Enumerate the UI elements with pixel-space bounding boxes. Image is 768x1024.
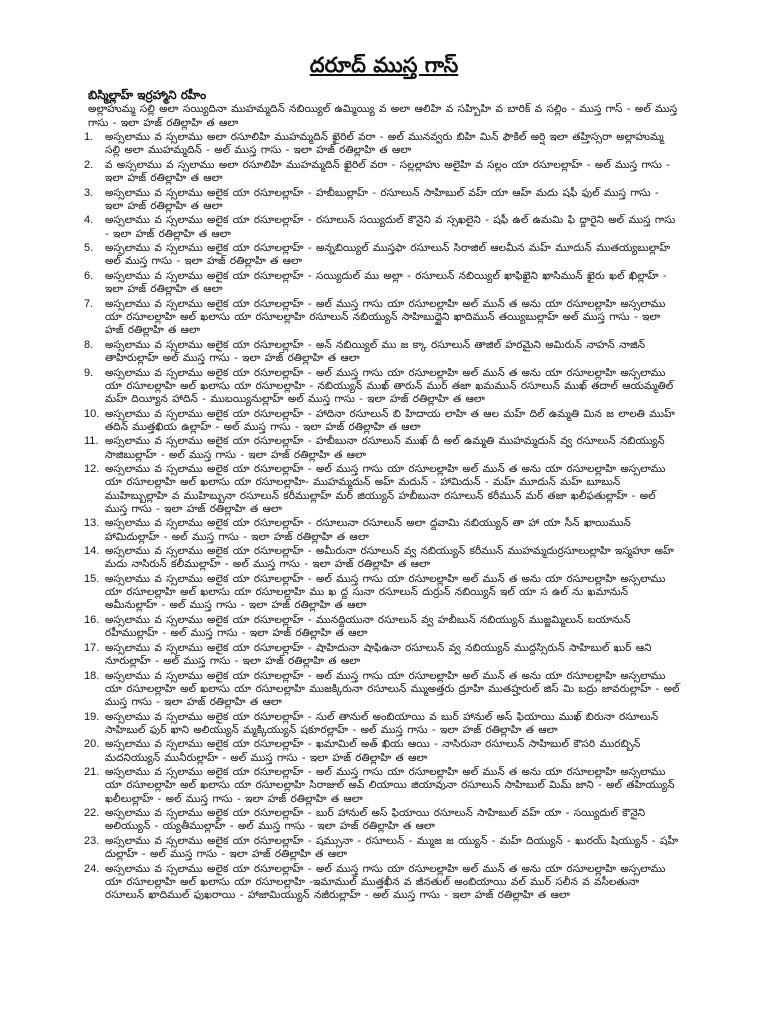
list-item-text: అస్సలాము వ స్సలాము అలైక యా రసూలల్లాహ్ - షమ్సునా - రసూలున్ - మ్ముజ జ య్యున్ - మహ్ దియ్యున్ - ఖురయ్ షియ్యున్ - షహీ దుల్లాహ్ - అల్ ముస్త గాసు - ఇలా హజ్ రతిల్లాహి త ఆలా [105, 834, 679, 861]
list-item [84, 641, 680, 668]
list-item-number: 1. [84, 131, 94, 143]
intro-paragraph: అల్లాహుమ్మ సల్లి అలా సయ్యిదినా ముహమ్మదిన్ నబియ్యిల్ ఉమ్మియ్యి వ అలా ఆలిహి వ సహ్బిహి వ బారిక్ వ సల్లిం - ముస్త గాస్ - అల్ ముస్త గాసు - ఇలా హజ్ రతిల్లాహి త ఆలా [88, 103, 678, 129]
list-item-number: 6. [84, 269, 94, 282]
list-item [84, 407, 680, 434]
list-item [84, 435, 680, 461]
list-item-text: అస్సలాము వ స్సలాము అలైక యా రసూలల్లాహ్ - హాదినా రసూలున్ బి హిదాయ లాహి త ఆల మహ్ దిల్ ఉమ్మతి మిన జ లాలతి ముహ్ తదిన్ ముత్తఖియ ఉల్లాహ్ - అల్ ముస్త గాసు - ఇలా హజ్ రతిల్లాహి త ఆలా [105, 407, 675, 433]
list-item-number: 18. [84, 669, 100, 682]
list-item-number: 21. [84, 766, 100, 779]
list-item-number: 12. [84, 463, 100, 476]
list-item [84, 214, 680, 240]
list-item [84, 242, 680, 268]
durood-list [84, 131, 680, 902]
list-item [84, 517, 680, 543]
list-item [84, 269, 680, 296]
bismillah-line: బిస్మిల్లాహ్ ఇర్రహ్మాని రహీం [88, 88, 207, 102]
list-item-number: 3. [84, 186, 94, 199]
list-item-text: అస్సలాము వ స్సలాము అలైక యా రసూలల్లాహ్ - రసూలునా రసూలున్ అలా ద్దవామి నబియ్యున్ తా హా యా సీన్ ఖాయిమున్ హామిదుల్లాహ్ - అల్ ముస్త గాసు - ఇలా హజ్ రతిల్లాహి త ఆలా [105, 517, 631, 543]
list-item-text: అస్సలాము వ స్సలాము అలైక యా రసూలల్లాహ్ - అల్ ముస్త గాసు యా రసూలల్లాహి అల్ మున్ త అను యా రసూలల్లాహి అస్సలాము యా రసూలల్లాహి అల్ ఖలాసు యా రసూలల్లాహి -ఇమాముల్ ముత్తఖీన వ జీనతుల్ అంబియాయి వల్ ముర్ సలీన వ వసీలతునా రసూలున్ ఖాదిముల్ ఫుఖరాయి - హాజామియ్యున్ నజీరుల్లాహ్ - అల్ ముస్త గాసు - ఇలా హజ్ రతిల్లాహి త ఆలా [105, 862, 666, 902]
list-item-number: 20. [84, 738, 100, 751]
list-item-text: అస్సలాము వ స్సలాము అలైక యా రసూలల్లాహ్ - అమీరునా రసూలున్ వ్వ నబియ్యున్ కరీమున్ ముహమ్మదుర్రసూలుల్లాహి ఇస్మహూ అహ్ మదు నాసిరున్ కలీముల్లాహ్ - అల్ ముస్త గాసు - ఇలా హజ్ రతిల్లాహి త ఆలా [105, 545, 674, 571]
list-item-text: అస్సలాము వ స్సలాము అలైక యా రసూలల్లాహ్ - సుల్ తానుల్ అంబియాయి వ బుర్ హానుల్ అస్ ఫియాయి ముఖ్ బిరునా రసూలున్ సాహిబుల్ ఫుర్ ఖాని అలియ్యున్ మ్మక్కియ్యున్ షకూరల్లాహ్ - అల్ ముస్త గాసు - ఇలా హజ్ రతిల్లాహి త ఆలా [105, 710, 659, 736]
list-item-number: 15. [84, 572, 100, 585]
list-item-text: అస్సలాము వ స్సలాము అలైక యా రసూలల్లాహ్ - అల్ ముస్త గాసు యా రసూలల్లాహి అల్ మున్ త అను యా రసూలల్లాహి అస్సలాము యా రసూలల్లాహి అల్ ఖలాసు యా రసూలల్లాహి ముజక్కిరునా రసూలున్ మ్ముఅత్తరు ద్రూహి ముతహ్హరుల్ జిస్ మి బద్రు జావరుల్లాహ్ - అల్ ముస్త గాసు - ఇలా హజ్ రతిల్లాహి త ఆలా [105, 669, 680, 708]
list-item [84, 338, 680, 365]
list-item-text: అస్సలాము వ స్సలాము అలైక యా రసూలల్లాహ్ - అల్ ముస్త గాసు యా రసూలల్లాహి అల్ మున్ త అను యా రసూలల్లాహి అస్సలాము యా రసూలల్లాహి అల్ ఖలాసు యా రసూలల్లాహి సిరాజుల్ అవ్ లియాయి జియావునా రసూలున్ సాహిబుల్ మిమ్ జాని - అల్ తహియ్యున్ ఖలీలుల్లాహ్ - అల్ ముస్త గాసు - ఇలా హజ్ రతిల్లాహి త ఆలా [105, 766, 675, 805]
document-title: దరూద్ ముస్త గాస్ [309, 53, 459, 77]
list-item [84, 186, 680, 213]
list-item-text: అస్సలాము వ స్సలాము అలైక యా రసూలల్లాహ్ - హబీబునా రసూలున్ ముఖ్ దీ అల్ ఉమ్మతి ముహమ్మదున్ వ్వ రసూలున్ నబియ్యున్ సాజిబుల్లాహ్ - అల్ ముస్త గాసు - ఇలా హజ్ రతిల్లాహి త ఆలా [105, 435, 665, 461]
list-item [84, 131, 680, 157]
list-item [84, 669, 680, 710]
list-item-text: అస్సలాము వ స్సలాము అలైక యా రసూలల్లాహ్ - అల్ ముస్త గాసు యా రసూలల్లాహి అల్ మున్ త అను యా రసూలల్లాహి అస్సలాము యా రసూలల్లాహి అల్ ఖలాసు యా రసూలల్లాహి ము ఖ ద్ద సునా రసూలున్ దుర్రున్ నబియ్యిన్ ఇల్ యా స ఉల్ ను ఖమానున్ అమీనుల్లాహ్ - అల్ ముస్త గాసు - ఇలా హజ్ రతిల్లాహి త ఆలా [105, 572, 666, 612]
list-item-number: 14. [84, 545, 100, 558]
list-item [84, 366, 680, 407]
list-item-number: 5. [84, 242, 94, 255]
list-item [84, 834, 680, 861]
list-item-text: అస్సలాము వ స్సలాము అలా రసూలిహి ముహమ్మదిన్ ఖైరిల్ వరా - అల్ మునవ్వరు బిహి మిన్ ఫౌకిల్ అర్షి ఇలా తహ్తిస్సరా అల్లాహుమ్మ సల్లి అలా ముహమ్మదిన్ - అల్ ముస్త గాసు - ఇలా హజ్ రతిల్లాహి త ఆలా [105, 131, 664, 157]
list-item-number: 8. [84, 338, 94, 351]
list-item-number: 19. [84, 710, 100, 723]
list-item [84, 297, 680, 338]
list-item-number: 2. [84, 158, 94, 171]
list-item [84, 710, 680, 737]
list-item [84, 613, 680, 640]
list-item-number: 7. [84, 297, 94, 310]
list-item [84, 463, 680, 516]
list-item [84, 807, 680, 833]
list-item-text: అస్సలాము వ స్సలాము అలైక యా రసూలల్లాహ్ - ఖమామిల్ అత్ ఖియ ఆయి - నాసిరునా రసూలున్ సాహిబుల్ కౌసరి మురబ్బిన్ మదనియ్యున్ మునీరుల్లాహ్ - అల్ ముస్త గాసు - ఇలా హజ్ రతిల్లాహి త ఆలా [105, 738, 641, 764]
list-item-number: 4. [84, 214, 94, 227]
list-item-text: అస్సలాము వ స్సలాము అలైక యా రసూలల్లాహ్ - అల్ ముస్త గాసు యా రసూలల్లాహి అల్ మున్ త అను యా రసూలల్లాహి అస్సలాము యా రసూలల్లాహి అల్ ఖలాసు యా రసూలల్లాహి రసూలున్ నబియ్యున్ సాహిబుద్దైని ఖాదిమున్ తయ్యిబుల్లాహ్ అల్ ముస్త గాసు - ఇలా హజ్ రతిల్లాహి త ఆలా [105, 297, 666, 337]
list-item-number: 10. [84, 407, 100, 420]
list-item-text: అస్సలాము వ స్సలాము అలైక యా రసూలల్లాహ్ - హబీబుల్లాహ్ - రసూలున్ సాహిబుల్ వహ్ యా ఆహ్ మదు షఫీ ఫుల్ ముస్త గాసు - ఇలా హజ్ రతిల్లాహి త ఆలా [105, 186, 659, 212]
list-item-number: 17. [84, 641, 100, 654]
list-item-text: అస్సలాము వ స్సలాము అలైక యా రసూలల్లాహ్ - షాహిదునా షాఫిఉనా రసూలున్ వ్వ నబియ్యున్ ముద్దస్సిరున్ సాహిబుల్ ఖుర్ ఆని నూరుల్లాహ్ - అల్ ముస్త గాసు - ఇలా హజ్ రతిల్లాహి త ఆలా [105, 641, 652, 667]
list-item-number: 13. [84, 517, 100, 530]
list-item-number: 16. [84, 613, 100, 626]
list-item [84, 766, 680, 806]
list-item-text: అస్సలాము వ స్సలాము అలైక యా రసూలల్లాహ్ - అల్ ముస్త గాసు యా రసూలల్లాహి అల్ మున్ త అను యా రసూలల్లాహి అస్సలాము యా రసూలల్లాహి అల్ ఖలాసు యా రసూలల్లాహి- ముహమ్మదున్ అహ్ మదున్ - హామిదున్ - మహ్ మూదున్ మహ్ బూబున్ ముహిబ్బుల్లాహి వ ముహిబ్బునా రసూలున్ కరీముల్లాహ్ మర్ జియ్యున్ హబీబునా రసూలున్ కరీమున్ మర్ తజా ఖలీఫతుల్లాహ్ - అల్ ముస్త గాసు - ఇలా హజ్ రతిల్లాహి త ఆలా [105, 463, 666, 515]
list-item [84, 158, 680, 185]
list-item-text: అస్సలాము వ స్సలాము అలైక యా రసూలల్లాహ్ - అన్నబియ్యిల్ ముస్తఫా రసూలున్ సిరాజిల్ ఆలమీన మహ్ మూదున్ ముతయ్యబుల్లాహ్ అల్ ముస్త గాసు - ఇలా హజ్ రతిల్లాహి త ఆలా [105, 242, 671, 268]
list-item-text: అస్సలాము వ స్సలాము అలైక యా రసూలల్లాహ్ - రసూలున్ సయ్యిదుల్ కౌనైని వ స్సఖలైని - షఫీ ఉల్ ఉమమి ఫి ద్దారైని అల్ ముస్త గాసు - ఇలా హజ్ రతిల్లాహి త ఆలా [105, 214, 676, 240]
list-item-text: అస్సలాము వ స్సలాము అలైక యా రసూలల్లాహ్ - మునద్దియునా రసూలున్ వ్వ హబీబున్ నబియ్యున్ ముజ్జమ్మిలున్ బయానున్ రహీముల్లాహ్ - అల్ ముస్త గాసు - ఇలా హజ్ రతిల్లాహి త ఆలా [105, 613, 631, 640]
list-item [84, 862, 680, 903]
list-item [84, 738, 680, 764]
list-item-text: అస్సలాము వ స్సలాము అలైక యా రసూలల్లాహ్ - అన్ నబియ్యిల్ ము జ క్కా రసూలున్ తాజిల్ హరమైని అమిరున్ నాహన్ నాజిన్ తాహిరుల్లాహ్ అల్ ముస్త గాసు - ఇలా హజ్ రతిల్లాహి త ఆలా [105, 338, 646, 364]
list-item-number: 11. [84, 435, 99, 448]
list-item [84, 545, 680, 571]
list-item-number: 22. [84, 807, 100, 820]
list-item-text: అస్సలాము వ స్సలాము అలైక యా రసూలల్లాహ్ - అల్ ముస్త గాసు యా రసూలల్లాహి అల్ మున్ త అను యా రసూలల్లాహి అస్సలాము యా రసూలల్లాహి అల్ ఖలాసు యా రసూలల్లాహి - నబియ్యున్ ముఖ్ తారున్ ముర్ తజా ఖమమున్ రసూలున్ ముఖ్ తదాల్ ఆయమ్మతిల్ మహ్ దియ్యీన హాదిన్ - ముబయ్యినుల్లాహ్ అల్ ముస్త గాసు - ఇలా హజ్ రతిల్లాహి త ఆలా [105, 366, 674, 405]
list-item-text: అస్సలాము వ స్సలాము అలైక యా రసూలల్లాహ్ - బుర్ హానుల్ అస్ ఫియాయి రసూలున్ సాహిబుల్ వహ్ యా - సయ్యిదుల్ కౌనైని అలియ్యున్ - య్యతీముల్లాహ్ - అల్ ముస్త గాసు - ఇలా హజ్ రతిల్లాహి త ఆలా [105, 807, 646, 833]
list-item-number: 23. [84, 834, 100, 847]
list-item-text: వ అస్సలాము వ స్సలాము అలా రసూలిహి ముహమ్మదిన్ ఖైరిల్ వరా - సల్లల్లాహు అలైహి వ సల్లం యా రసూలల్లాహ్ - అల్ ముస్త గాసు - ఇలా హజ్ రతిల్లాహి త ఆలా [105, 158, 670, 184]
list-item-number: 24. [84, 862, 100, 875]
list-item-text: అస్సలాము వ స్సలాము అలైక యా రసూలల్లాహ్ - సయ్యిదుల్ ము అల్లా - రసూలున్ నబియ్యిల్ ఖాఫిఖైని ఖాసిమున్ ఖైరు ఖల్ ఖిల్లాహ్ - ఇలా హజ్ రతిల్లాహి త ఆలా [105, 269, 667, 296]
list-item [84, 572, 680, 613]
list-item-number: 9. [84, 366, 94, 379]
